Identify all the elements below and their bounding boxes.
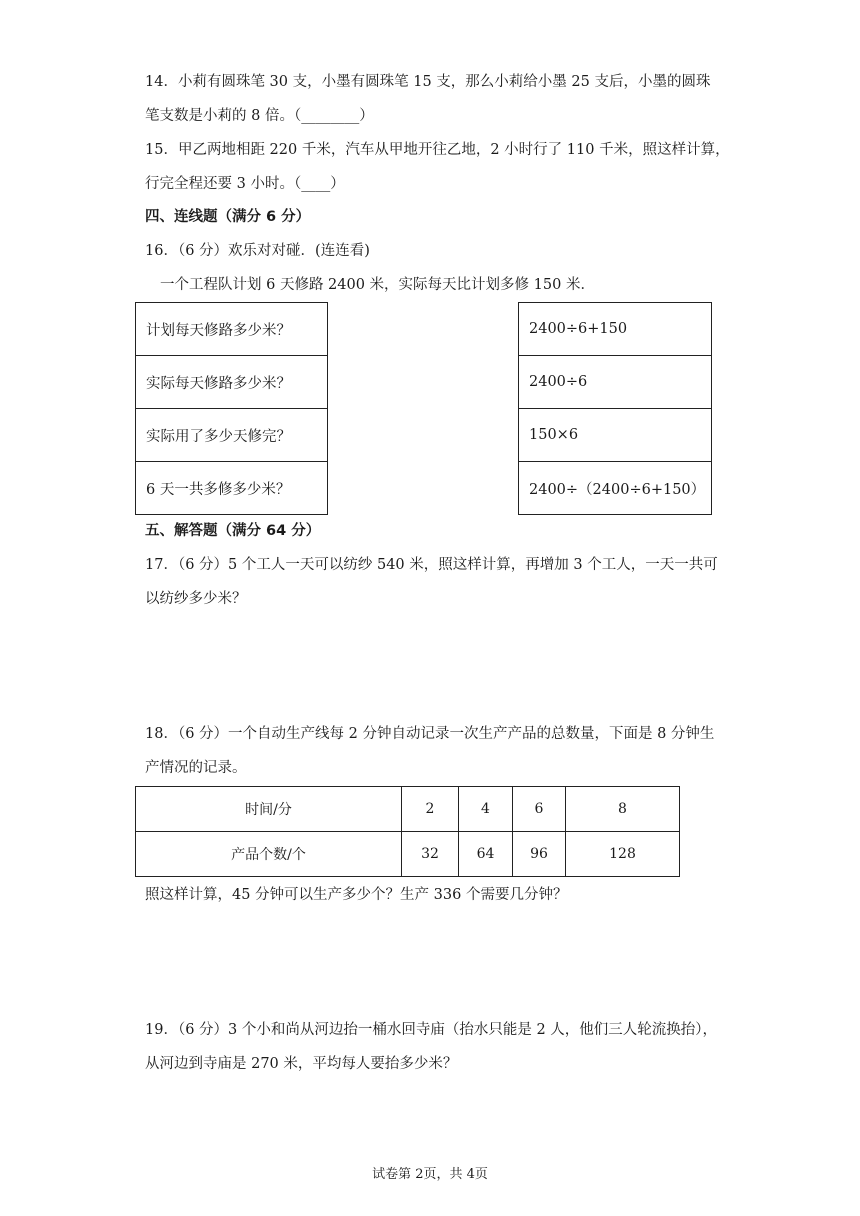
question-15-line-2: 行完全程还要 3 小时。（____） — [145, 176, 345, 192]
section-4-heading: 四、连线题（满分 6 分） — [145, 209, 311, 225]
matching-left-item[interactable]: 6 天一共多修多少米？ — [136, 462, 327, 515]
table-cell: 2 — [402, 787, 459, 832]
question-18-line-2: 产情况的记录。 — [145, 760, 247, 776]
question-19-line-2: 从河边到寺庙是 270 米，平均每人要抬多少米？ — [145, 1056, 458, 1072]
table-cell: 64 — [459, 832, 513, 877]
matching-right-item[interactable]: 2400÷6+150 — [519, 303, 711, 356]
question-16-title: 16．（6 分）欢乐对对碰．(连连看) — [145, 243, 370, 259]
section-5-heading: 五、解答题（满分 64 分） — [145, 523, 321, 539]
matching-left-item[interactable]: 实际每天修路多少米？ — [136, 356, 327, 409]
matching-left-item[interactable]: 实际用了多少天修完？ — [136, 409, 327, 462]
table-row — [136, 832, 680, 877]
table-cell: 4 — [459, 787, 513, 832]
table-cell: 32 — [402, 832, 459, 877]
matching-right-item[interactable]: 2400÷（2400÷6+150） — [519, 462, 711, 515]
question-15-line-1: 15．甲乙两地相距 220 千米，汽车从甲地开往乙地，2 小时行了 110 千米，照这样计算， — [145, 142, 730, 158]
question-16-intro: 一个工程队计划 6 天修路 2400 米，实际每天比计划多修 150 米． — [160, 277, 595, 293]
question-17-line-1: 17．（6 分）5 个工人一天可以纺纱 540 米，照这样计算，再增加 3 个工人，一天一共可 — [145, 557, 718, 573]
matching-right-item[interactable]: 150×6 — [519, 409, 711, 462]
matching-right-column — [518, 302, 712, 515]
table-cell: 128 — [566, 832, 680, 877]
production-record-table — [135, 786, 680, 877]
matching-right-item[interactable]: 2400÷6 — [519, 356, 711, 409]
table-cell: 96 — [513, 832, 566, 877]
matching-left-item[interactable]: 计划每天修路多少米？ — [136, 303, 327, 356]
question-17-line-2: 以纺纱多少米？ — [145, 591, 247, 607]
question-18-line-1: 18．（6 分）一个自动生产线每 2 分钟自动记录一次生产产品的总数量，下面是 8 分钟生 — [145, 726, 715, 742]
table-cell: 8 — [566, 787, 680, 832]
question-14-line-1: 14．小莉有圆珠笔 30 支，小墨有圆珠笔 15 支，那么小莉给小墨 25 支后，小墨的圆珠 — [145, 74, 711, 90]
matching-left-column — [135, 302, 328, 515]
question-14-line-2: 笔支数是小莉的 8 倍。（________） — [145, 108, 374, 124]
table-header-cell: 产品个数/个 — [136, 832, 402, 877]
table-cell: 6 — [513, 787, 566, 832]
question-19-line-1: 19．（6 分）3 个小和尚从河边抬一桶水回寺庙（抬水只能是 2 人，他们三人轮流换抬）， — [145, 1022, 718, 1038]
table-header-cell: 时间/分 — [136, 787, 402, 832]
table-row — [136, 787, 680, 832]
question-18-followup: 照这样计算，45 分钟可以生产多少个？生产 336 个需要几分钟？ — [145, 887, 568, 903]
page-footer: 试卷第 2页，共 4页 — [372, 1167, 488, 1182]
